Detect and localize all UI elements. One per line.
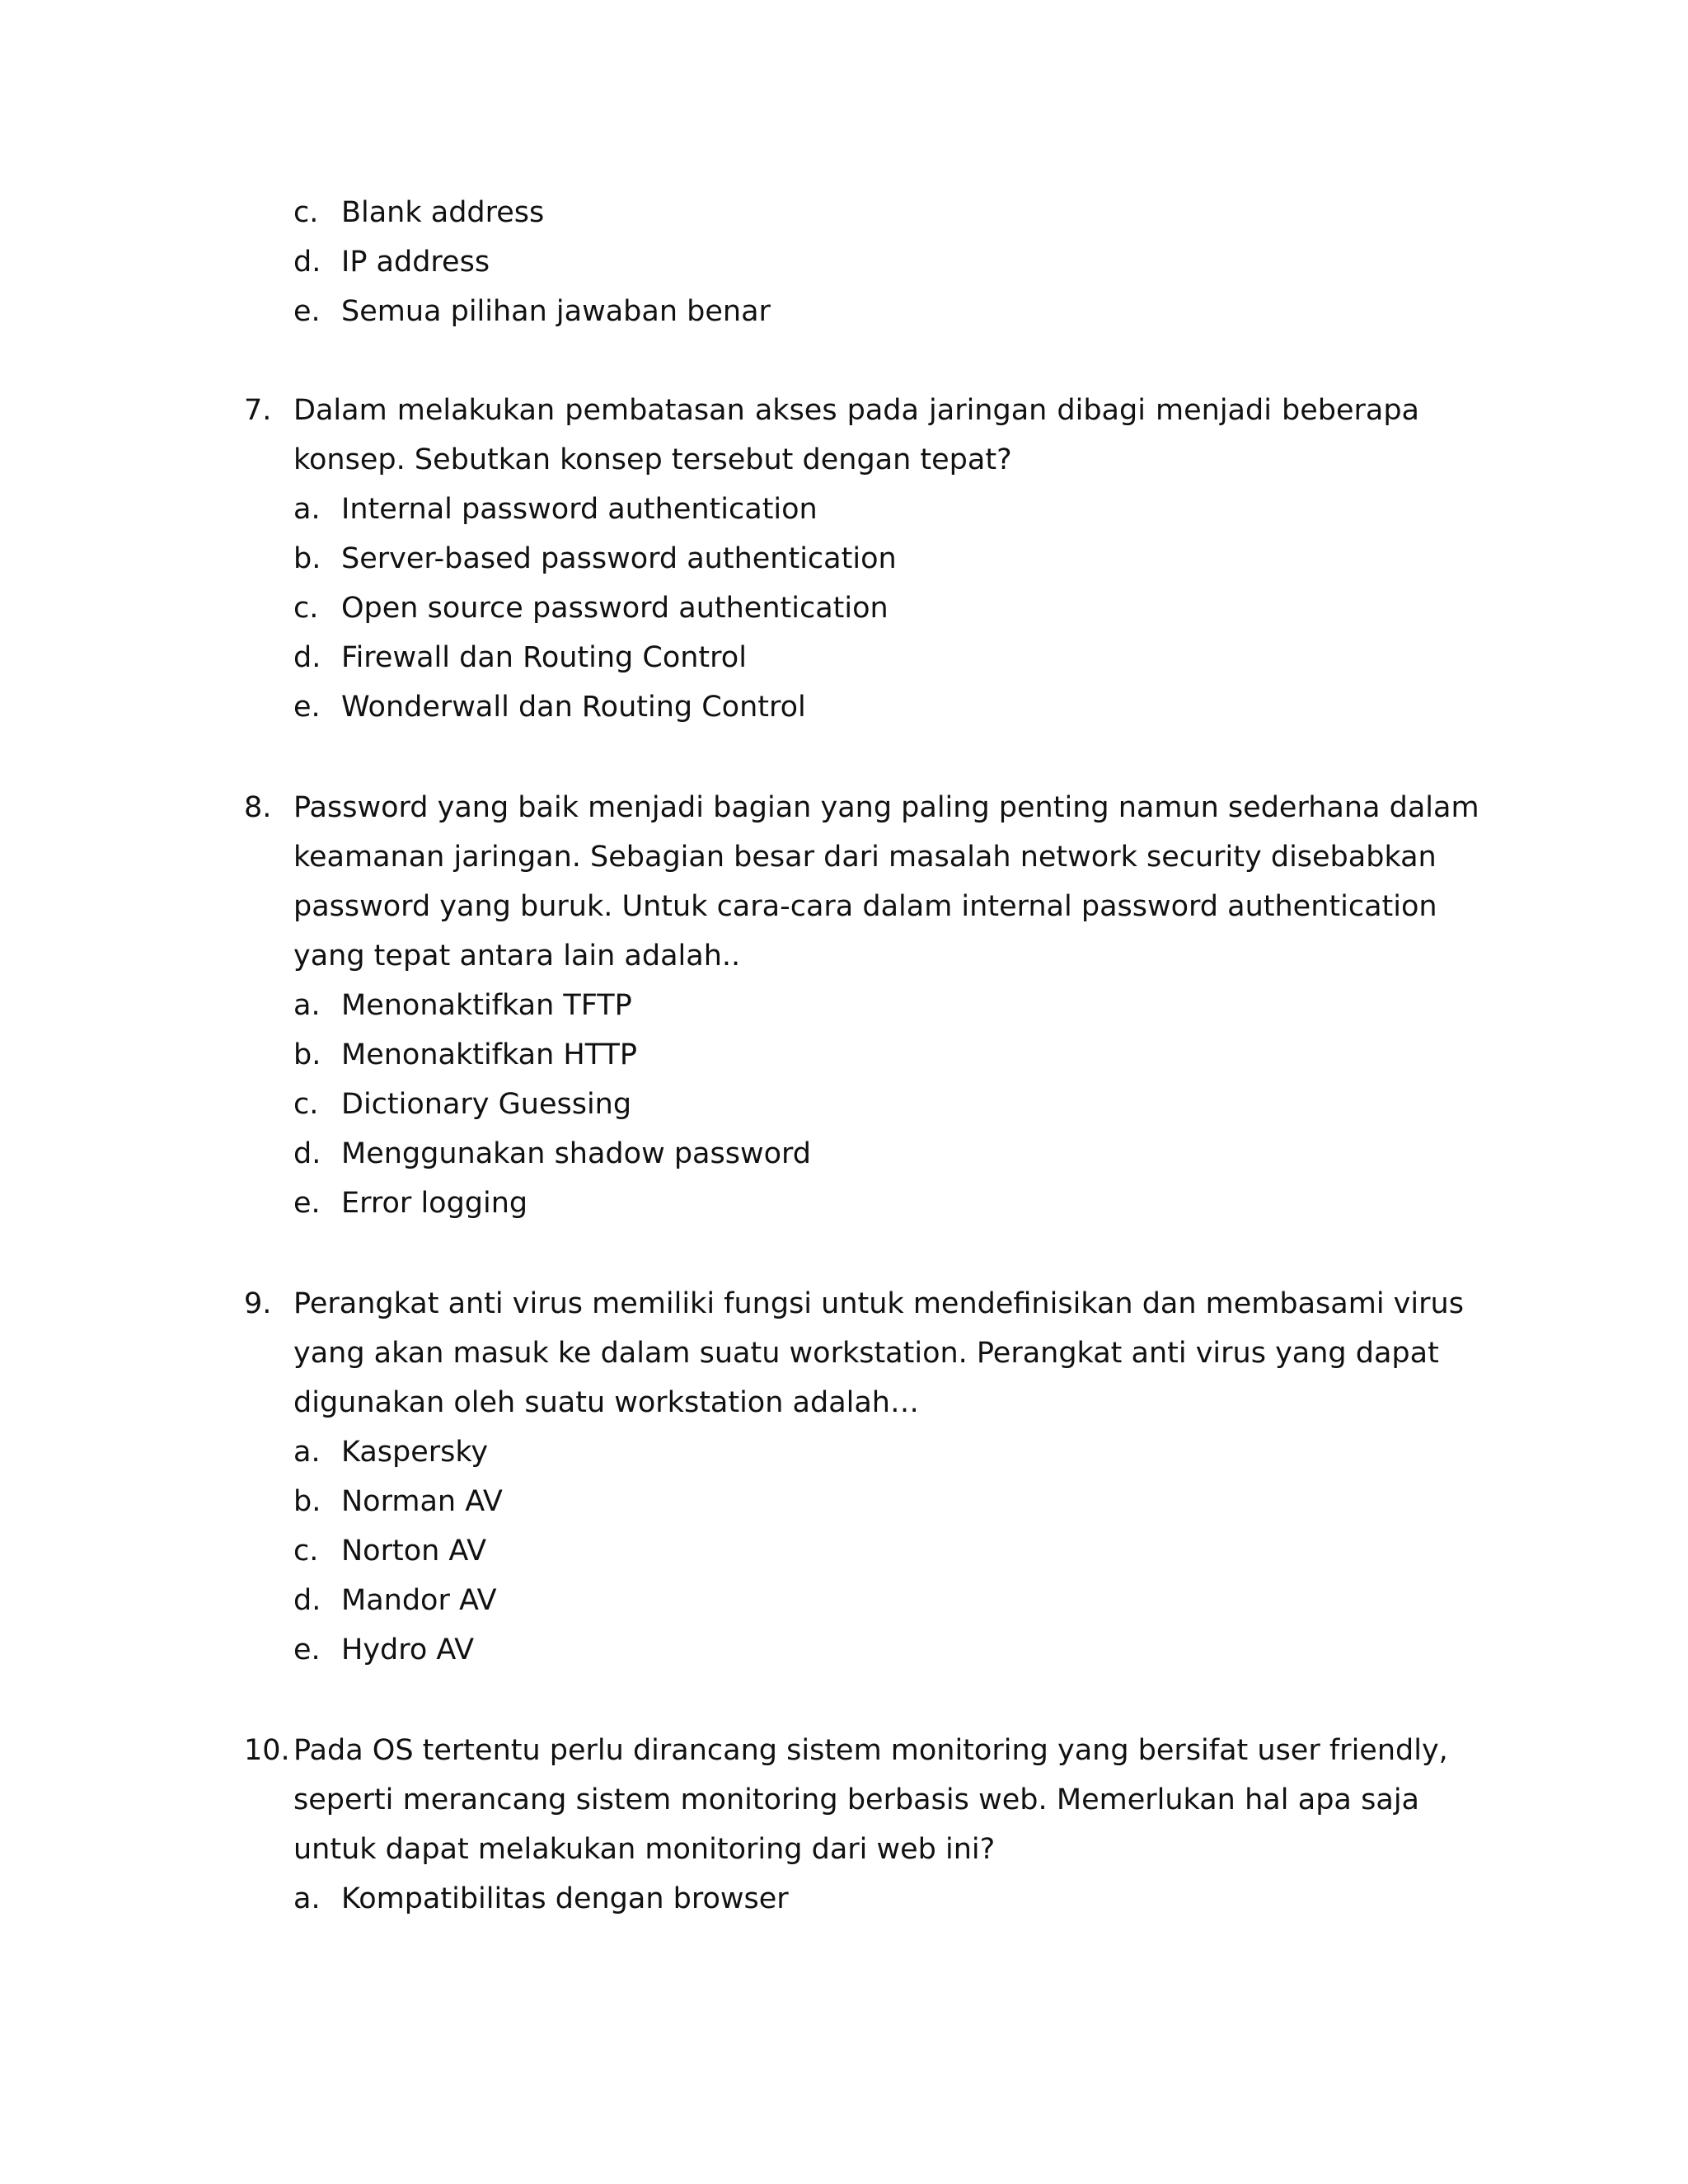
option-letter: d. — [293, 641, 321, 674]
option-text: Wonderwall dan Routing Control — [341, 691, 806, 724]
option-letter: d. — [293, 246, 321, 279]
option-text: Menonaktifkan HTTP — [341, 1038, 637, 1071]
option-letter: a. — [293, 1436, 321, 1469]
option-letter: d. — [293, 1584, 321, 1617]
option-text: Kompatibilitas dengan browser — [341, 1882, 789, 1915]
option-text: Dictionary Guessing — [341, 1088, 632, 1121]
question-number: 8. — [244, 791, 272, 824]
question-text-line: digunakan oleh suatu workstation adalah… — [293, 1386, 919, 1419]
option-letter: a. — [293, 1882, 321, 1915]
option-text: Kaspersky — [341, 1436, 489, 1469]
option-text: Error logging — [341, 1187, 528, 1220]
option-text: Semua pilihan jawaban benar — [341, 295, 771, 328]
question-text-line: konsep. Sebutkan konsep tersebut dengan tepat? — [293, 443, 1012, 476]
option-letter: c. — [293, 592, 319, 625]
option-letter: d. — [293, 1137, 321, 1170]
option-text: Menonaktifkan TFTP — [341, 989, 632, 1022]
option-letter: c. — [293, 1088, 319, 1121]
question-text-line: password yang buruk. Untuk cara-cara dalam internal password authentication — [293, 890, 1437, 923]
question-number: 7. — [244, 394, 272, 427]
option-text: Internal password authentication — [341, 493, 818, 526]
option-letter: e. — [293, 1633, 321, 1666]
option-letter: a. — [293, 989, 321, 1022]
question-text-line: seperti merancang sistem monitoring berbasis web. Memerlukan hal apa saja — [293, 1783, 1419, 1816]
option-text: Firewall dan Routing Control — [341, 641, 747, 674]
option-text: Menggunakan shadow password — [341, 1137, 811, 1170]
question-text-line: Pada OS tertentu perlu dirancang sistem monitoring yang bersifat user friendly, — [293, 1734, 1448, 1767]
option-letter: b. — [293, 1038, 321, 1071]
question-number: 10. — [244, 1734, 290, 1767]
question-text-line: keamanan jaringan. Sebagian besar dari masalah network security disebabkan — [293, 841, 1437, 874]
option-text: Norton AV — [341, 1535, 487, 1568]
question-text-line: untuk dapat melakukan monitoring dari web ini? — [293, 1833, 996, 1866]
option-text: Norman AV — [341, 1485, 503, 1518]
question-text-line: yang tepat antara lain adalah.. — [293, 940, 741, 972]
option-text: Server-based password authentication — [341, 542, 897, 575]
option-letter: e. — [293, 1187, 321, 1220]
question-text-line: Password yang baik menjadi bagian yang paling penting namun sederhana dalam — [293, 791, 1479, 824]
option-letter: e. — [293, 691, 321, 724]
option-letter: b. — [293, 1485, 321, 1518]
option-letter: c. — [293, 196, 319, 229]
option-letter: b. — [293, 542, 321, 575]
option-text: Hydro AV — [341, 1633, 475, 1666]
question-number: 9. — [244, 1287, 272, 1320]
option-letter: a. — [293, 493, 321, 526]
option-letter: e. — [293, 295, 321, 328]
option-text: Mandor AV — [341, 1584, 497, 1617]
option-text: Open source password authentication — [341, 592, 889, 625]
option-letter: c. — [293, 1535, 319, 1568]
option-text: Blank address — [341, 196, 545, 229]
question-text-line: Perangkat anti virus memiliki fungsi untuk mendefinisikan dan membasami virus — [293, 1287, 1464, 1320]
question-text-line: yang akan masuk ke dalam suatu workstation. Perangkat anti virus yang dapat — [293, 1337, 1439, 1370]
option-text: IP address — [341, 246, 490, 279]
question-text-line: Dalam melakukan pembatasan akses pada jaringan dibagi menjadi beberapa — [293, 394, 1419, 427]
